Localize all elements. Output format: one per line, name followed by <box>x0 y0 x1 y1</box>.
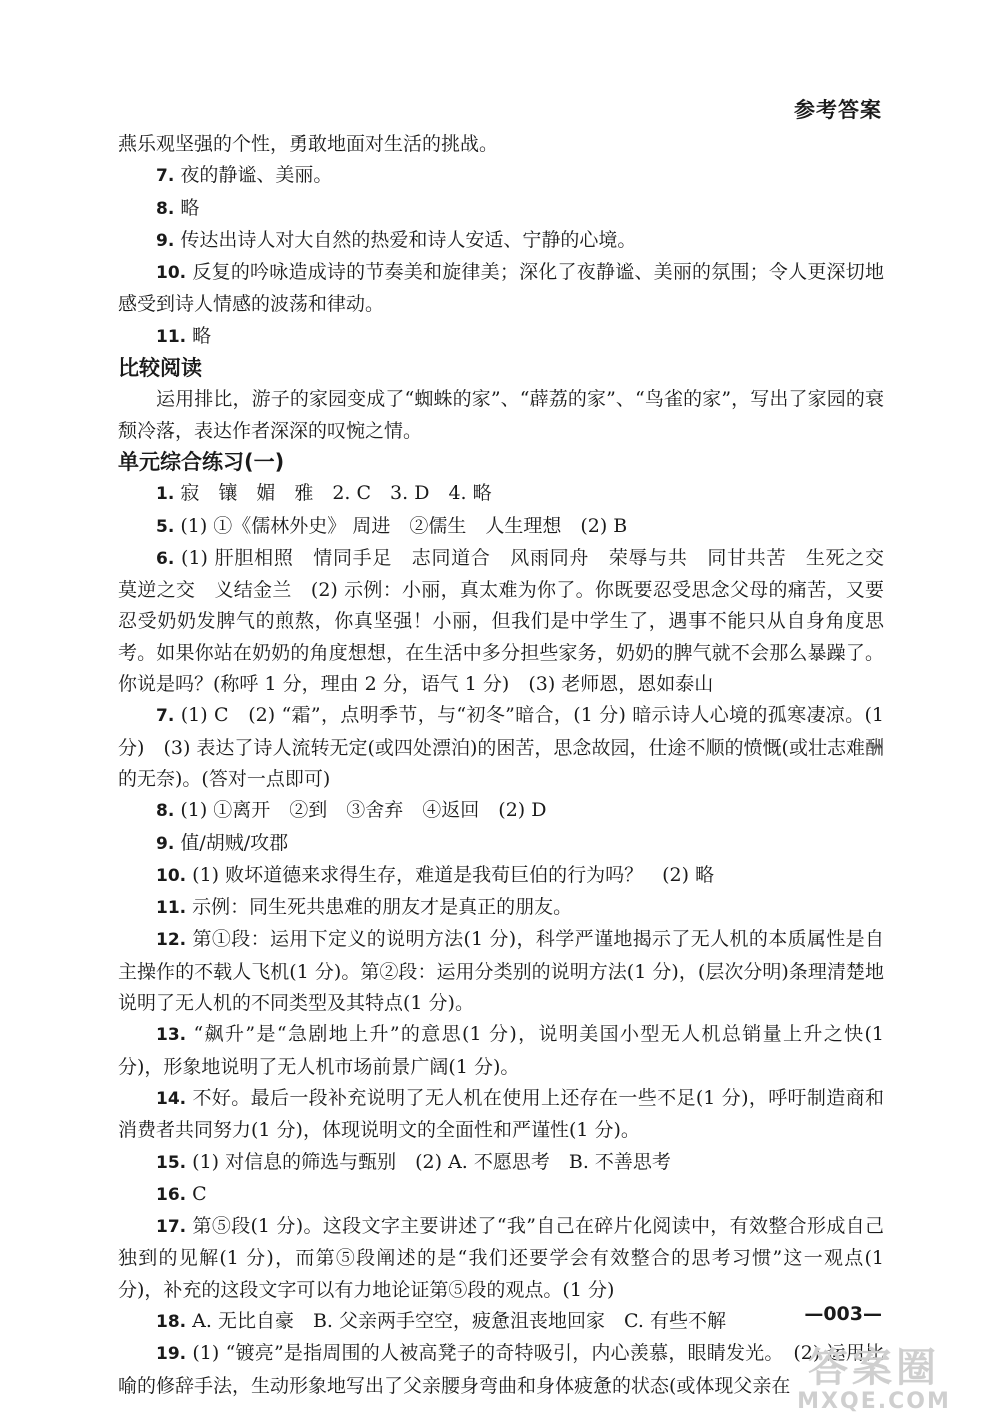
answer-item: 9. 传达出诗人对大自然的热爱和诗人安适、宁静的心境。 <box>156 228 637 251</box>
item-number: 11. <box>156 898 187 919</box>
text-line: 燕乐观坚强的个性，勇敢地面对生活的挑战。 <box>118 133 499 155</box>
item-number: 19. <box>156 1344 187 1365</box>
item-text: (1) ①离开 ②到 ③舍弃 ④返回 (2) D <box>180 799 547 822</box>
item-number: 10. <box>156 865 187 886</box>
answer-item <box>118 828 884 860</box>
section-body: 运用排比，游子的家园变成了“蜘蛛的家”、“薜荔的家”、“鸟雀的家”，写出了家园的衰颓冷落，表达作者深深的叹惋之情。 <box>118 388 884 442</box>
answer-item <box>118 1019 884 1083</box>
item-number: 16. <box>156 1184 187 1205</box>
item-text: 寂 镶 媚 雅 2. C 3. D 4. 略 <box>180 482 492 505</box>
item-number: 17. <box>156 1217 187 1238</box>
answer-item <box>118 795 884 827</box>
item-number: 12. <box>156 930 187 951</box>
answer-item <box>118 860 884 892</box>
item-text: “飙升”是“急剧地上升”的意思(1 分)，说明美国小型无人机总销量上升之快(1 分)，形象地说明了无人机市场前景广阔(1 分)。 <box>118 1023 884 1078</box>
page-number: —003— <box>804 1303 882 1325</box>
item-text: (1) “镀亮”是指周围的人被高凳子的奇特吸引，内心羡慕，眼睛发光。 (2) 运用比喻的修辞手法，生动形象地写出了父亲腰身弯曲和身体疲惫的状态(或体现父亲在 <box>118 1342 884 1397</box>
item-number: 9. <box>156 833 175 854</box>
item-text: 不好。最后一段补充说明了无人机在使用上还存在一些不足(1 分)，呼吁制造商和消费者共同努力(1 分)，体现说明文的全面性和严谨性(1 分)。 <box>118 1086 884 1142</box>
answer-item <box>118 892 884 924</box>
item-number: 7. <box>156 706 175 727</box>
item-number: 14. <box>156 1088 187 1109</box>
answer-item <box>118 478 884 510</box>
section-title: 单元综合练习(一) <box>118 449 285 474</box>
item-text: 值/胡贼/攻郡 <box>180 831 289 854</box>
item-text: A. 无比自豪 B. 父亲两手空空，疲惫沮丧地回家 C. 有些不解 <box>192 1309 726 1332</box>
answer-item <box>118 543 903 700</box>
item-number: 18. <box>156 1311 187 1332</box>
item-number: 6. <box>156 548 175 569</box>
item-text: 第⑤段(1 分)。这段文字主要讲述了“我”自己在碎片化阅读中，有效整合形成自己独到的见解(1 分)，而第⑤段阐述的是“我们还要学会有效整合的思考习惯”这一观点(1 分)，补充的这段文字可以有力地论证第⑤段的观点。(1 分) <box>118 1215 884 1301</box>
answer-item <box>118 1083 884 1147</box>
answer-item: 10. 反复的吟咏造成诗的节奏美和旋律美；深化了夜静谧、美丽的氛围；令人更深切地感受到诗人情感的波荡和律动。 <box>118 261 884 316</box>
page-header: 参考答案 <box>794 98 882 122</box>
item-text: (1) 肝胆相照 情同手足 志同道合 风雨同舟 荣辱与共 同甘共苦 生死之交 莫逆之交 义结金兰 (2) 示例：小丽，真太难为你了。你既要忍受思念父母的痛苦，又要忍受奶奶发脾气的煎熬，你真坚强！小丽，但我们是中学生了，遇事不能只从自身角度思考。如果你站在奶奶的角度想想，在生活中多分担些家务，奶奶的脾气就不会那么暴躁了。你说是吗？(称呼 1 分，理由 2 分，语气 1 分) (3) 老师恩，恩如泰山 <box>118 546 903 696</box>
item-text: (1) 败坏道德来求得生存，难道是我荀巨伯的行为吗？ (2) 略 <box>192 863 715 886</box>
answer-item <box>118 924 884 1019</box>
item-text: 第①段：运用下定义的说明方法(1 分)，科学严谨地揭示了无人机的本质属性是自主操作的不载人飞机(1 分)。第②段：运用分类别的说明方法(1 分)，(层次分明)条理清楚地说明了无人机的不同类型及其特点(1 分)。 <box>118 928 884 1015</box>
section-title: 比较阅读 <box>118 356 202 381</box>
answer-item <box>118 1147 884 1179</box>
answer-item <box>118 1179 884 1211</box>
answer-item: 8. 略 <box>156 196 200 219</box>
answer-item <box>118 1306 884 1338</box>
item-text: (1) ①《儒林外史》 周进 ②儒生 人生理想 (2) B <box>180 514 628 537</box>
answer-item: 7. 夜的静谧、美丽。 <box>156 164 333 187</box>
answer-item <box>118 700 884 795</box>
item-number: 8. <box>156 801 175 822</box>
item-number: 1. <box>156 484 175 505</box>
item-number: 5. <box>156 516 175 537</box>
item-number: 15. <box>156 1152 187 1173</box>
item-text: (1) 对信息的筛选与甄别 (2) A. 不愿思考 B. 不善思考 <box>192 1150 671 1173</box>
item-text: 示例：同生死共患难的朋友才是真正的朋友。 <box>192 896 573 919</box>
item-text: (1) C (2) “霜”，点明季节，与“初冬”暗合，(1 分) 暗示诗人心境的孤寒凄凉。(1 分) (3) 表达了诗人流转无定(或四处漂泊)的困苦，思念故园，仕途不顺的愤慨(或壮志难酬的无奈)。(答对一点即可) <box>118 704 884 790</box>
answer-item <box>118 511 884 543</box>
watermark-logo: 答案圈 MXQE.COM <box>797 1345 951 1414</box>
answer-item <box>118 1211 884 1306</box>
answer-item: 11. 略 <box>156 324 212 347</box>
item-number: 13. <box>156 1025 187 1046</box>
item-text: C <box>192 1182 207 1205</box>
